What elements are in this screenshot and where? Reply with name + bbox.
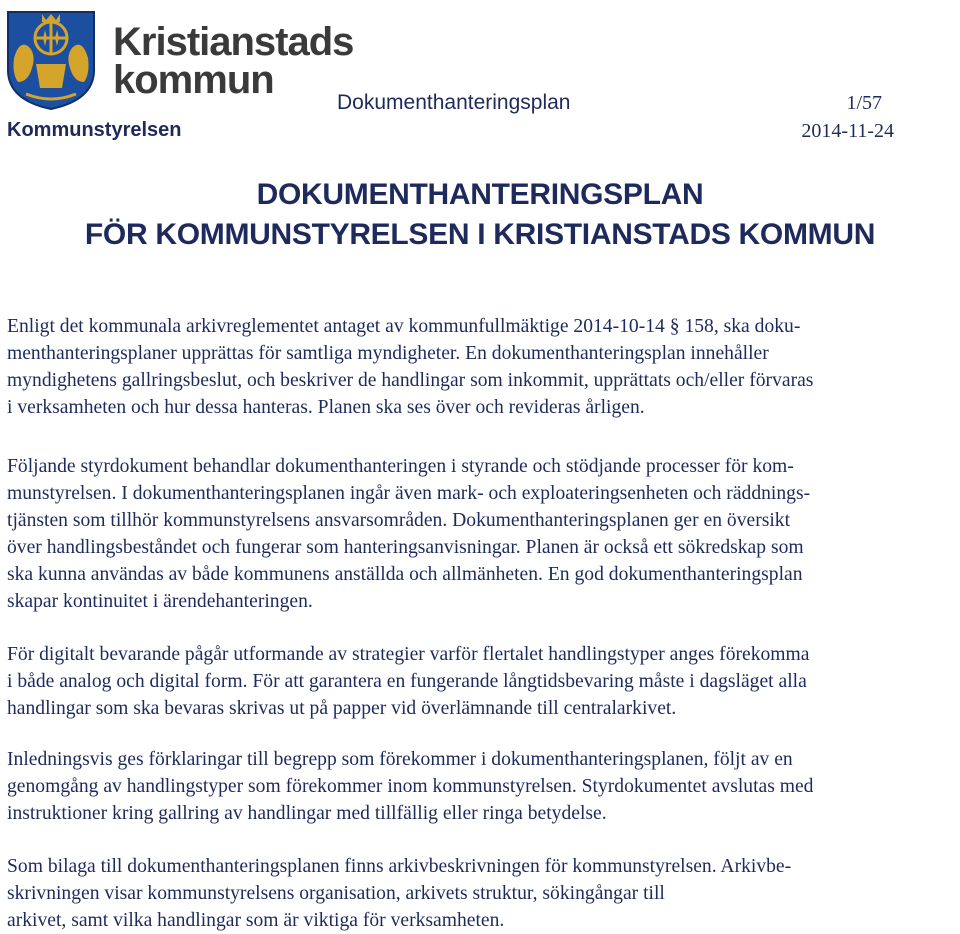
header-document-title: Dokumenthanteringsplan — [337, 91, 571, 114]
paragraph-structure — [7, 746, 957, 827]
text-line: myndighetens gallringsbeslut, och beskriver de handlingar som inkommit, upprättats och/eller förvaras — [7, 370, 814, 391]
paragraph-intro — [7, 313, 957, 421]
paragraph-appendix — [7, 853, 957, 934]
text-line: skapar kontinuitet i ärendehanteringen. — [7, 591, 313, 612]
logo-text-line2: kommun — [113, 58, 274, 102]
department-name: Kommunstyrelsen — [7, 119, 182, 141]
document-title-line2: FÖR KOMMUNSTYRELSEN I KRISTIANSTADS KOMMUN — [84, 218, 876, 251]
text-line: genomgång av handlingstyper som förekommer inom kommunstyrelsen. Styrdokumentet avslutas med — [7, 776, 814, 797]
text-line: munstyrelsen. I dokumenthanteringsplanen ingår även mark- och exploateringsenheten och räddnings- — [7, 483, 811, 504]
text-line: ska kunna användas av både kommunens anställda och allmänheten. En god dokumenthanteringsplan — [7, 564, 803, 585]
text-line: tjänsten som tillhör kommunstyrelsens ansvarsområden. Dokumenthanteringsplanen ger en översikt — [7, 510, 791, 531]
text-line: Inledningsvis ges förklaringar till begrepp som förekommer i dokumenthanteringsplanen, följt av en — [7, 749, 793, 770]
text-line: handlingar som ska bevaras skrivas ut på papper vid överlämnande till centralarkivet. — [7, 698, 677, 719]
text-line: i både analog och digital form. För att garantera en fungerande långtidsbevaring måste i dagsläget alla — [7, 671, 807, 692]
paragraph-digital-preservation — [7, 641, 957, 722]
text-line: menthanteringsplaner upprättas för samtliga myndigheter. En dokumenthanteringsplan innehåller — [7, 343, 769, 364]
municipality-logo — [6, 8, 354, 112]
text-line: Enligt det kommunala arkivreglementet antaget av kommunfullmäktige 2014-10-14 § 158, ska doku- — [7, 316, 801, 337]
text-line: arkivet, samt vilka handlingar som är viktiga för verksamheten. — [7, 910, 505, 931]
text-line: Följande styrdokument behandlar dokumenthanteringen i styrande och stödjande processer för kom- — [7, 456, 794, 477]
document-date: 2014-11-24 — [801, 120, 894, 142]
logo-text-line1: Kristianstads — [113, 20, 354, 64]
text-line: För digitalt bevarande pågår utformande av strategier varför flertalet handlingstyper anges förekomma — [7, 644, 810, 665]
paragraph-governance — [7, 453, 957, 615]
coat-of-arms-icon — [6, 8, 96, 110]
text-line: över handlingsbeståndet och fungerar som hanteringsanvisningar. Planen är också ett sökredskap som — [7, 537, 804, 558]
document-title-line1: DOKUMENTHANTERINGSPLAN — [256, 178, 704, 211]
text-line: instruktioner kring gallring av handlingar med tillfällig eller ringa betydelse. — [7, 803, 607, 824]
text-line: skrivningen visar kommunstyrelsens organisation, arkivets struktur, sökingångar till — [7, 883, 665, 904]
page-number: 1/57 — [846, 92, 882, 114]
text-line: i verksamheten och hur dessa hanteras. Planen ska ses över och revideras årligen. — [7, 397, 645, 418]
text-line: Som bilaga till dokumenthanteringsplanen finns arkivbeskrivningen för kommunstyrelsen. Arkivbe- — [7, 856, 792, 877]
